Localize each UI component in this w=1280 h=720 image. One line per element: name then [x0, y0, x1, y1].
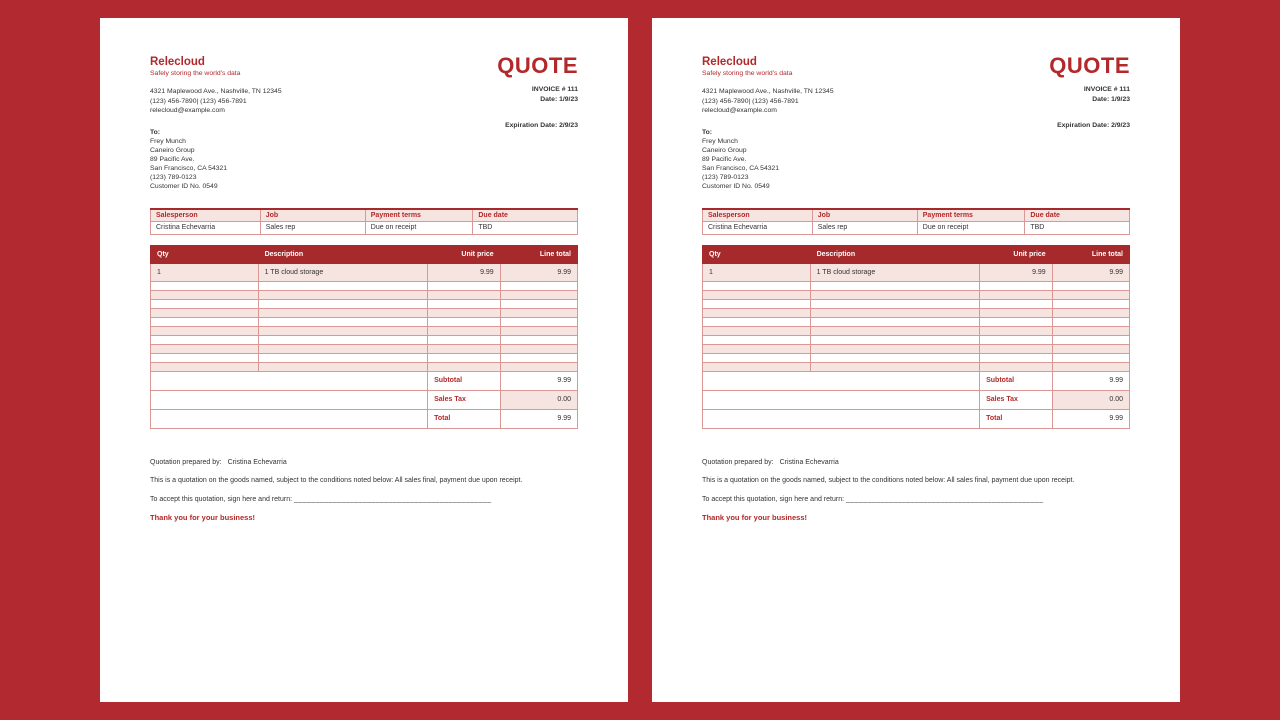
- salesperson-cell: Cristina Echevarria: [703, 221, 813, 234]
- item-empty-cell: [258, 308, 428, 317]
- item-row: [703, 263, 1130, 281]
- thank-you-line: Thank you for your business!: [150, 513, 256, 522]
- company-email: relecloud@example.com: [150, 107, 225, 114]
- item-empty-cell: [258, 290, 428, 299]
- accept-label: To accept this quotation, sign here and return:: [702, 495, 845, 503]
- item-empty-cell: [428, 290, 501, 299]
- item-empty-row: [151, 308, 578, 317]
- job-cell: Sales rep: [812, 221, 917, 234]
- item-empty-cell: [703, 335, 811, 344]
- sales-tax-row: [703, 390, 1130, 409]
- subtotal-row: [703, 371, 1130, 390]
- unit-price-header: Unit price: [428, 245, 501, 263]
- description-header: Description: [810, 245, 980, 263]
- recipient-phone: (123) 789-0123: [702, 173, 749, 181]
- prepared-by-label: Quotation prepared by:: [702, 458, 774, 466]
- invoice-date: Date: 1/9/23: [540, 96, 578, 103]
- item-empty-cell: [500, 362, 577, 371]
- item-line-total-cell: 9.99: [500, 263, 577, 281]
- payment-terms-header: Payment terms: [365, 209, 473, 222]
- item-empty-cell: [151, 317, 259, 326]
- company-phones: (123) 456-7890| (123) 456-7891: [150, 97, 247, 105]
- salesperson-table: [702, 208, 1130, 235]
- invoice-date: Date: 1/9/23: [1092, 96, 1130, 103]
- company-email: relecloud@example.com: [702, 107, 777, 114]
- item-empty-cell: [980, 299, 1053, 308]
- recipient-block: [702, 128, 834, 191]
- sales-tax-row: [151, 390, 578, 409]
- item-empty-cell: [428, 299, 501, 308]
- item-empty-cell: [810, 317, 980, 326]
- item-empty-row: [703, 335, 1130, 344]
- item-empty-row: [703, 317, 1130, 326]
- accept-line: [150, 496, 578, 504]
- recipient-customer-id: Customer ID No. 0549: [150, 182, 218, 190]
- item-empty-cell: [703, 326, 811, 335]
- job-cell: Sales rep: [260, 221, 365, 234]
- subtotal-label: Subtotal: [428, 371, 501, 390]
- item-empty-cell: [1052, 335, 1129, 344]
- company-address: 4321 Maplewood Ave., Nashville, TN 12345: [150, 88, 282, 95]
- item-description-cell: 1 TB cloud storage: [810, 263, 980, 281]
- item-empty-cell: [703, 344, 811, 353]
- company-contact-block: [702, 87, 834, 116]
- item-description-cell: 1 TB cloud storage: [258, 263, 428, 281]
- item-empty-row: [151, 344, 578, 353]
- quote-page: [100, 18, 628, 702]
- item-empty-cell: [258, 326, 428, 335]
- item-empty-row: [703, 308, 1130, 317]
- item-empty-cell: [428, 308, 501, 317]
- item-empty-cell: [500, 281, 577, 290]
- item-empty-cell: [1052, 290, 1129, 299]
- item-empty-cell: [500, 326, 577, 335]
- due-date-header: Due date: [473, 209, 578, 222]
- prepared-by-line: [702, 459, 1130, 467]
- salesperson-header: Salesperson: [151, 209, 261, 222]
- due-date-cell: TBD: [473, 221, 578, 234]
- item-empty-cell: [258, 362, 428, 371]
- document-title: QUOTE: [1049, 53, 1130, 78]
- document-footer: [702, 459, 1130, 523]
- sales-tax-value: 0.00: [500, 390, 577, 409]
- expiration-date: Expiration Date: 2/9/23: [1057, 122, 1130, 129]
- job-header: Job: [260, 209, 365, 222]
- salesperson-header-row: [151, 209, 578, 222]
- signature-line: ______________________________________________: [846, 495, 1044, 503]
- recipient-customer-id: Customer ID No. 0549: [702, 182, 770, 190]
- item-empty-cell: [980, 344, 1053, 353]
- items-header-row: [703, 245, 1130, 263]
- recipient-phone: (123) 789-0123: [150, 173, 197, 181]
- item-empty-row: [151, 281, 578, 290]
- item-empty-cell: [151, 335, 259, 344]
- line-total-header: Line total: [1052, 245, 1129, 263]
- salesperson-data-row: [151, 221, 578, 234]
- item-empty-cell: [1052, 281, 1129, 290]
- item-empty-row: [151, 353, 578, 362]
- totals-spacer-cell: [703, 371, 980, 390]
- total-row: [151, 409, 578, 428]
- salesperson-data-row: [703, 221, 1130, 234]
- item-empty-cell: [810, 335, 980, 344]
- item-empty-cell: [428, 326, 501, 335]
- item-empty-cell: [810, 326, 980, 335]
- recipient-label: To:: [702, 128, 713, 136]
- sales-tax-label: Sales Tax: [980, 390, 1053, 409]
- line-total-header: Line total: [500, 245, 577, 263]
- item-empty-cell: [151, 281, 259, 290]
- item-empty-cell: [500, 353, 577, 362]
- qty-header: Qty: [151, 245, 259, 263]
- item-empty-cell: [428, 362, 501, 371]
- item-empty-row: [703, 344, 1130, 353]
- item-empty-cell: [151, 326, 259, 335]
- item-empty-cell: [151, 290, 259, 299]
- item-empty-cell: [980, 290, 1053, 299]
- item-empty-cell: [258, 335, 428, 344]
- company-contact-block: [150, 87, 282, 116]
- page-header: [702, 53, 1130, 191]
- item-empty-cell: [810, 344, 980, 353]
- recipient-name: Frey Munch: [150, 137, 186, 145]
- signature-line: ______________________________________________: [294, 495, 492, 503]
- due-date-header: Due date: [1025, 209, 1130, 222]
- item-empty-cell: [1052, 344, 1129, 353]
- item-empty-row: [151, 326, 578, 335]
- payment-terms-header: Payment terms: [917, 209, 1025, 222]
- due-date-cell: TBD: [1025, 221, 1130, 234]
- payment-terms-cell: Due on receipt: [365, 221, 473, 234]
- item-empty-cell: [1052, 308, 1129, 317]
- item-empty-cell: [1052, 299, 1129, 308]
- totals-spacer-cell: [151, 409, 428, 428]
- item-empty-cell: [151, 353, 259, 362]
- item-empty-cell: [151, 299, 259, 308]
- item-empty-cell: [1052, 326, 1129, 335]
- totals-spacer-cell: [703, 409, 980, 428]
- item-empty-cell: [810, 362, 980, 371]
- company-column: [150, 56, 282, 191]
- item-empty-row: [151, 335, 578, 344]
- recipient-company: Caneiro Group: [702, 146, 747, 154]
- salesperson-table: [150, 208, 578, 235]
- item-empty-cell: [980, 362, 1053, 371]
- item-empty-cell: [703, 299, 811, 308]
- item-empty-cell: [151, 308, 259, 317]
- sales-tax-label: Sales Tax: [428, 390, 501, 409]
- page-header: [150, 53, 578, 191]
- item-empty-cell: [500, 317, 577, 326]
- brand-tagline: Safely storing the world's data: [150, 70, 241, 77]
- accept-label: To accept this quotation, sign here and return:: [150, 495, 293, 503]
- item-qty-cell: 1: [703, 263, 811, 281]
- invoice-meta-block: [497, 85, 578, 105]
- subtotal-row: [151, 371, 578, 390]
- item-empty-cell: [500, 344, 577, 353]
- subtotal-value: 9.99: [1052, 371, 1129, 390]
- item-empty-cell: [703, 290, 811, 299]
- recipient-city: San Francisco, CA 54321: [702, 164, 780, 172]
- total-value: 9.99: [500, 409, 577, 428]
- item-unit-price-cell: 9.99: [980, 263, 1053, 281]
- prepared-by-line: [150, 459, 578, 467]
- item-empty-cell: [258, 353, 428, 362]
- quote-meta-column: [1049, 53, 1130, 191]
- item-empty-cell: [500, 335, 577, 344]
- recipient-company: Caneiro Group: [150, 146, 195, 154]
- totals-spacer-cell: [703, 390, 980, 409]
- prepared-by-name: Cristina Echevarria: [227, 458, 287, 466]
- item-empty-cell: [703, 362, 811, 371]
- item-empty-cell: [428, 317, 501, 326]
- item-empty-row: [151, 362, 578, 371]
- accept-line: [702, 496, 1130, 504]
- item-empty-cell: [980, 326, 1053, 335]
- unit-price-header: Unit price: [980, 245, 1053, 263]
- subtotal-label: Subtotal: [980, 371, 1053, 390]
- total-value: 9.99: [1052, 409, 1129, 428]
- payment-terms-cell: Due on receipt: [917, 221, 1025, 234]
- item-empty-row: [703, 281, 1130, 290]
- conditions-line: This is a quotation on the goods named, subject to the conditions noted below: All sales final, payment due upon receipt.: [150, 477, 523, 484]
- job-header: Job: [812, 209, 917, 222]
- qty-header: Qty: [703, 245, 811, 263]
- brand-name: Relecloud: [702, 56, 757, 68]
- recipient-block: [150, 128, 282, 191]
- item-empty-cell: [500, 299, 577, 308]
- items-table-body: [703, 263, 1130, 371]
- salesperson-header-row: [703, 209, 1130, 222]
- item-empty-cell: [258, 299, 428, 308]
- line-items-table: [702, 245, 1130, 429]
- item-empty-cell: [703, 281, 811, 290]
- recipient-address: 89 Pacific Ave.: [150, 155, 195, 163]
- item-empty-cell: [500, 308, 577, 317]
- item-empty-cell: [703, 353, 811, 362]
- recipient-address: 89 Pacific Ave.: [702, 155, 747, 163]
- item-empty-row: [703, 362, 1130, 371]
- conditions-line: This is a quotation on the goods named, subject to the conditions noted below: All sales final, payment due upon receipt.: [702, 477, 1075, 484]
- item-empty-cell: [980, 335, 1053, 344]
- item-empty-cell: [980, 308, 1053, 317]
- thank-you-line: Thank you for your business!: [702, 513, 808, 522]
- items-header-row: [151, 245, 578, 263]
- item-empty-cell: [810, 299, 980, 308]
- line-items-table: [150, 245, 578, 429]
- item-row: [151, 263, 578, 281]
- recipient-name: Frey Munch: [702, 137, 738, 145]
- item-empty-cell: [810, 281, 980, 290]
- item-qty-cell: 1: [151, 263, 259, 281]
- item-empty-cell: [258, 344, 428, 353]
- invoice-number: INVOICE # 111: [531, 86, 578, 93]
- brand-name: Relecloud: [150, 56, 205, 68]
- document-title: QUOTE: [497, 53, 578, 78]
- item-empty-row: [151, 317, 578, 326]
- item-empty-cell: [980, 317, 1053, 326]
- totals-spacer-cell: [151, 390, 428, 409]
- recipient-city: San Francisco, CA 54321: [150, 164, 228, 172]
- invoice-meta-block: [1049, 85, 1130, 105]
- item-line-total-cell: 9.99: [1052, 263, 1129, 281]
- totals-spacer-cell: [151, 371, 428, 390]
- item-empty-cell: [428, 353, 501, 362]
- item-empty-row: [703, 326, 1130, 335]
- total-label: Total: [428, 409, 501, 428]
- item-empty-cell: [980, 281, 1053, 290]
- sales-tax-value: 0.00: [1052, 390, 1129, 409]
- total-row: [703, 409, 1130, 428]
- items-table-body: [151, 263, 578, 371]
- quote-meta-column: [497, 53, 578, 191]
- prepared-by-label: Quotation prepared by:: [150, 458, 222, 466]
- item-empty-cell: [810, 308, 980, 317]
- item-empty-cell: [500, 290, 577, 299]
- item-empty-cell: [703, 308, 811, 317]
- item-empty-cell: [1052, 317, 1129, 326]
- item-empty-row: [703, 299, 1130, 308]
- item-empty-cell: [428, 335, 501, 344]
- item-empty-cell: [151, 344, 259, 353]
- item-empty-cell: [428, 281, 501, 290]
- invoice-number: INVOICE # 111: [1083, 86, 1130, 93]
- brand-tagline: Safely storing the world's data: [702, 70, 793, 77]
- document-footer: [150, 459, 578, 523]
- item-empty-cell: [151, 362, 259, 371]
- prepared-by-name: Cristina Echevarria: [779, 458, 839, 466]
- total-label: Total: [980, 409, 1053, 428]
- item-empty-cell: [258, 281, 428, 290]
- item-empty-cell: [428, 344, 501, 353]
- salesperson-cell: Cristina Echevarria: [151, 221, 261, 234]
- item-unit-price-cell: 9.99: [428, 263, 501, 281]
- expiration-date: Expiration Date: 2/9/23: [505, 122, 578, 129]
- item-empty-cell: [810, 353, 980, 362]
- item-empty-row: [703, 290, 1130, 299]
- description-header: Description: [258, 245, 428, 263]
- item-empty-row: [151, 290, 578, 299]
- item-empty-row: [151, 299, 578, 308]
- item-empty-row: [703, 353, 1130, 362]
- company-phones: (123) 456-7890| (123) 456-7891: [702, 97, 799, 105]
- salesperson-header: Salesperson: [703, 209, 813, 222]
- item-empty-cell: [703, 317, 811, 326]
- subtotal-value: 9.99: [500, 371, 577, 390]
- item-empty-cell: [810, 290, 980, 299]
- company-address: 4321 Maplewood Ave., Nashville, TN 12345: [702, 88, 834, 95]
- quote-page: [652, 18, 1180, 702]
- company-column: [702, 56, 834, 191]
- item-empty-cell: [980, 353, 1053, 362]
- item-empty-cell: [1052, 353, 1129, 362]
- recipient-label: To:: [150, 128, 161, 136]
- item-empty-cell: [258, 317, 428, 326]
- item-empty-cell: [1052, 362, 1129, 371]
